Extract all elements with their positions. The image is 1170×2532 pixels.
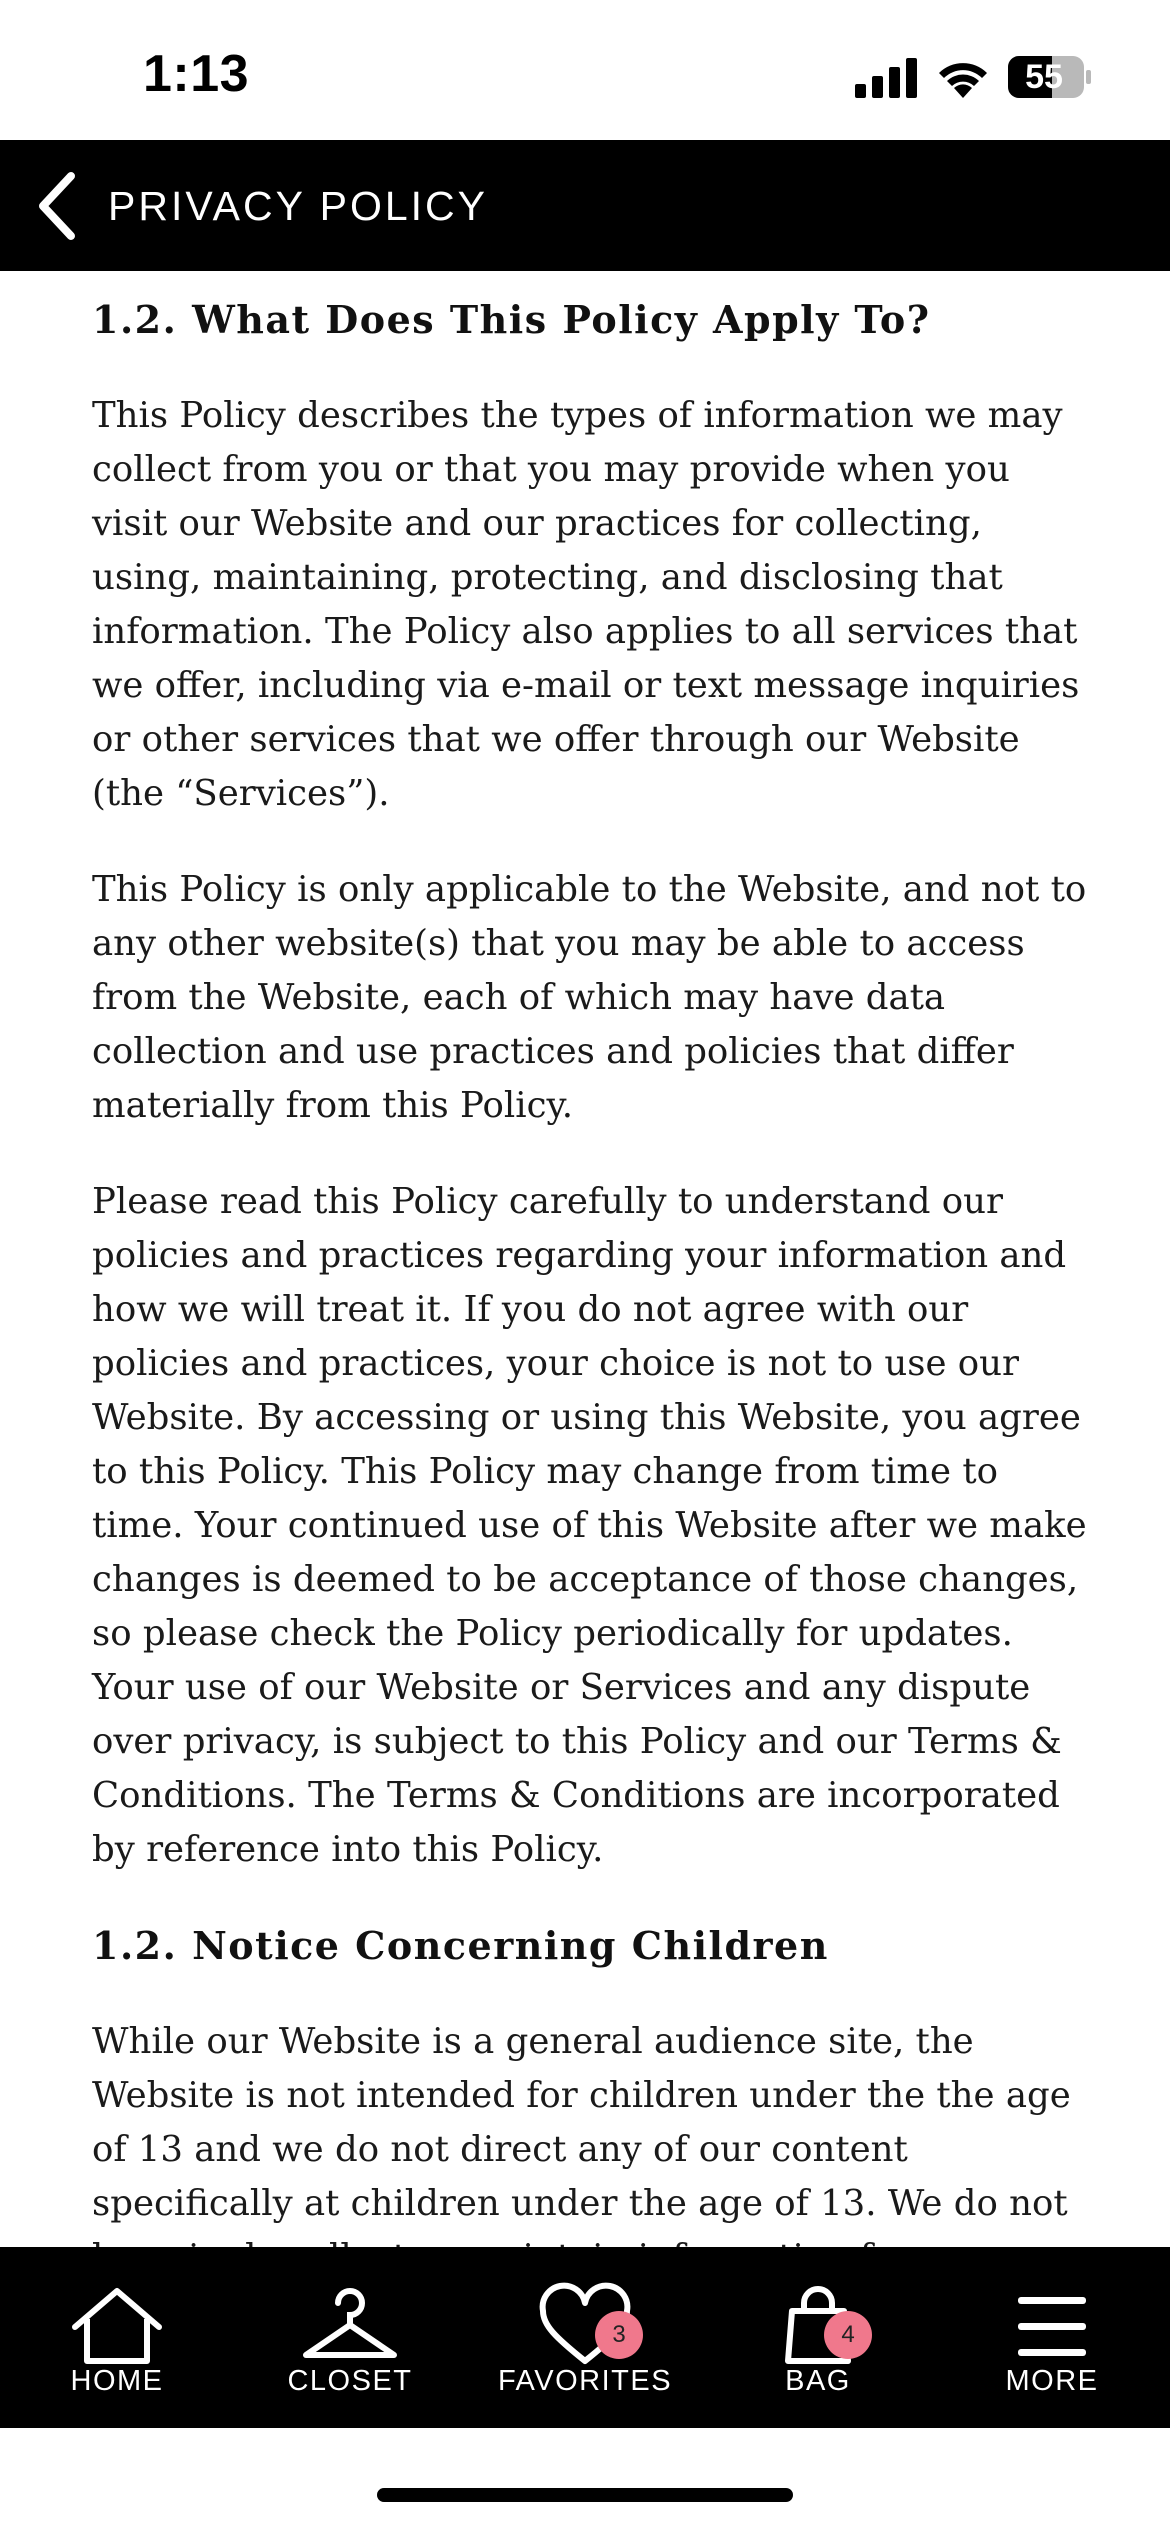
bottom-tab-bar: [0, 2247, 1170, 2428]
chevron-left-icon: [35, 172, 79, 240]
section-heading-policy-scope: 1.2. What Does This Policy Apply To?: [92, 297, 931, 342]
page-title: PRIVACY POLICY: [108, 183, 488, 229]
tab-closet[interactable]: [250, 2247, 450, 2428]
section-heading-children: 1.2. Notice Concerning Children: [92, 1923, 829, 1968]
tab-label: CLOSET: [287, 2365, 413, 2397]
back-button[interactable]: [22, 170, 92, 242]
tab-favorites[interactable]: [485, 2247, 685, 2428]
page-header: [0, 140, 1170, 271]
tab-label: FAVORITES: [497, 2365, 673, 2397]
policy-content[interactable]: [92, 271, 1092, 2247]
favorites-count-badge: 3: [595, 2311, 643, 2359]
tab-label: HOME: [70, 2365, 164, 2397]
tab-bag[interactable]: [718, 2247, 918, 2428]
hanger-icon: [300, 2287, 400, 2367]
paragraph: While our Website is a general audience site, the Website is not intended for children under the the age of 13 and we do not direct any of our content specifically at children under the age of 13. We do not: [92, 2021, 1071, 2224]
paragraph: This Policy describes the types of information we may collect from you or that you may provide when you visit our Website and our practices for collecting, using, maintaining, protecting, and disclosing that information. The Policy also applies to all services that we offer, including via e-mail or text message inquiries or other services that we offer through our Website (the “Services”).: [92, 395, 1080, 814]
paragraph: Please read this Policy carefully to understand our policies and practices regarding your information and how we will treat it. If you do not agree with our policies and practices, your choice is not to use our Website. By accessing or using this Website, you agree to this Policy. This Policy may change from time to time. Your continued use of this Website after we make changes is deemed to be acceptance of those changes, so please check the Policy periodically for updates. Your use of our Website or Services and any dispute over privacy, is subject to this Policy and our Terms & Conditions. The Terms & Conditions are incorporated by reference into this Policy.: [92, 1181, 1087, 1870]
status-time: 1:13: [143, 45, 250, 103]
paragraph: This Policy is only applicable to the Website, and not to any other website(s) that you may be able to access from the Website, each of which may have data collection and use practices and policies that differ materially from this Policy.: [92, 869, 1087, 1126]
battery-level: 55: [1025, 58, 1063, 96]
home-icon: [67, 2287, 167, 2367]
tab-home[interactable]: [17, 2247, 217, 2428]
wifi-icon: [935, 54, 991, 98]
tab-label: MORE: [1005, 2365, 1099, 2397]
tab-more[interactable]: [952, 2247, 1152, 2428]
status-bar: [0, 0, 1170, 140]
tab-label: BAG: [785, 2365, 851, 2397]
cellular-signal-icon: [855, 58, 917, 98]
bag-count-badge: 4: [824, 2311, 872, 2359]
home-indicator[interactable]: [377, 2488, 793, 2502]
menu-icon: [1002, 2287, 1102, 2367]
